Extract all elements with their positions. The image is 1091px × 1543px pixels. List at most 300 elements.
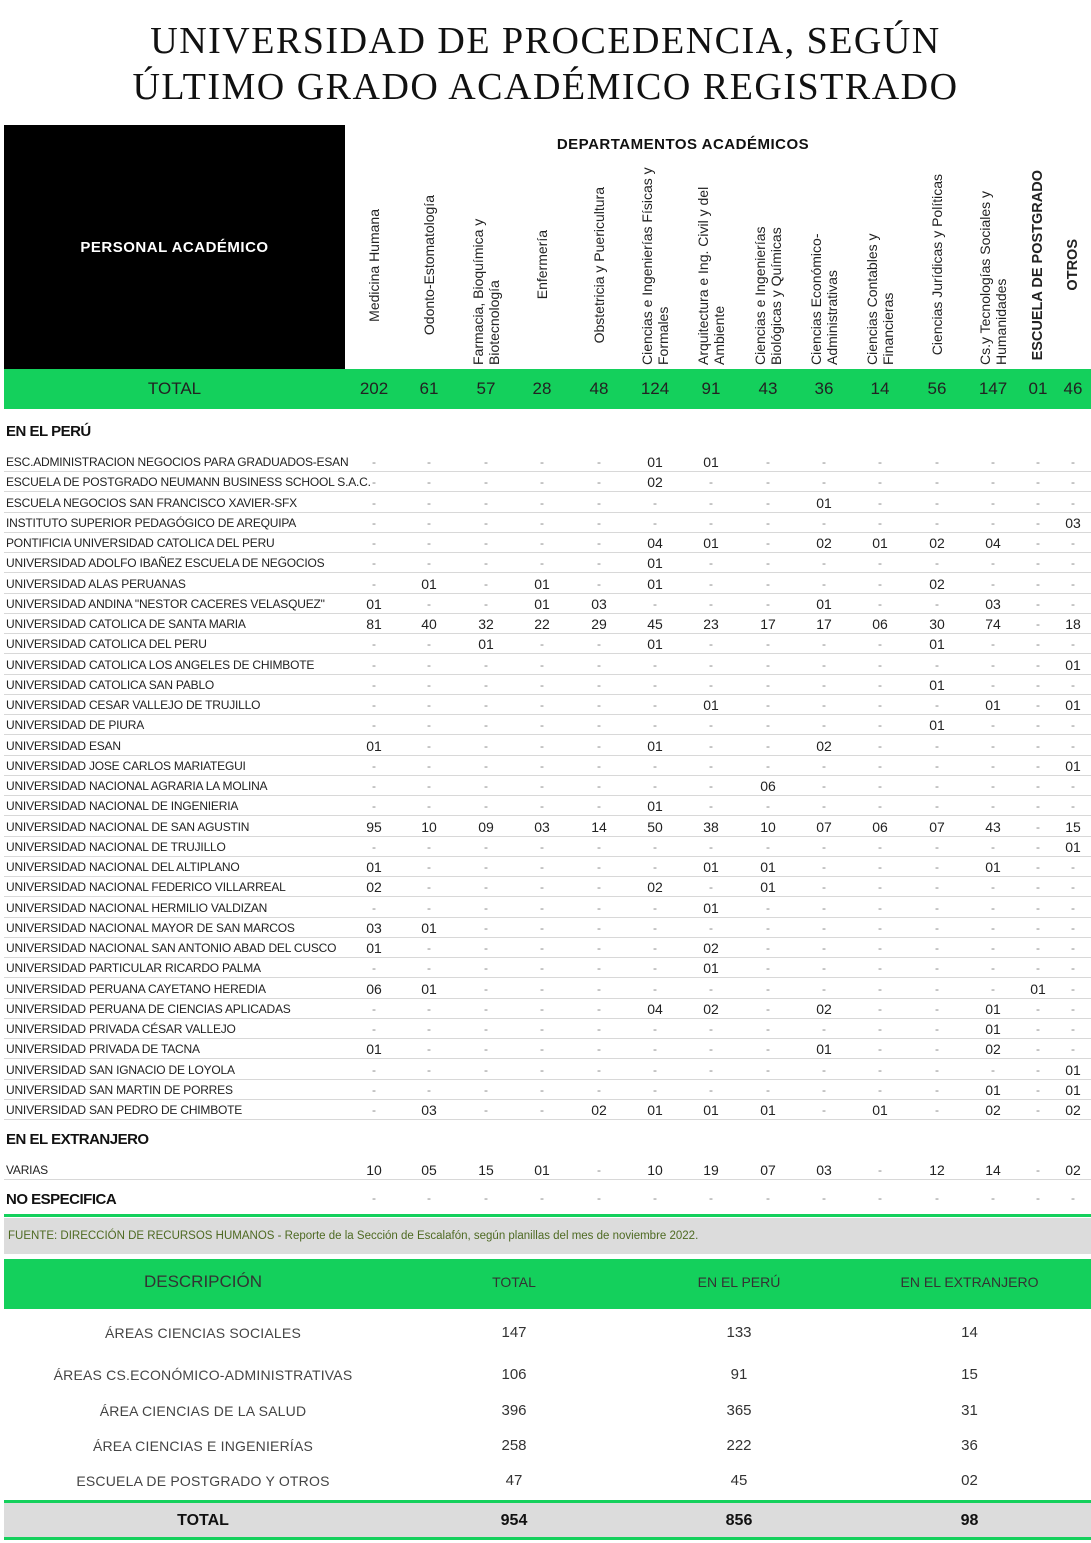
row-university-name: UNIVERSIDAD JOSE CARLOS MARIATEGUI: [6, 758, 246, 773]
row-value: 74: [985, 616, 1001, 632]
row-value: -: [597, 758, 601, 773]
row-value: -: [1036, 475, 1040, 490]
summary-row-description: ÁREA CIENCIAS E INGENIERÍAS: [92, 1438, 314, 1454]
row-university-name: UNIVERSIDAD NACIONAL DEL ALTIPLANO: [6, 860, 240, 874]
column-header-label: OTROS: [1065, 239, 1081, 291]
row-value: -: [878, 677, 882, 692]
row-value: -: [540, 677, 544, 692]
row-value: -: [991, 1062, 995, 1077]
row-value: 18: [1065, 616, 1081, 632]
summary-row-value: 258: [501, 1437, 527, 1454]
table-row: [4, 614, 1091, 634]
row-value: -: [484, 981, 488, 996]
row-value: 03: [366, 919, 382, 936]
row-value: -: [597, 556, 601, 571]
row-value: -: [935, 1103, 939, 1117]
row-value: -: [709, 515, 713, 530]
row-value: -: [653, 718, 657, 733]
row-value: -: [766, 637, 770, 652]
row-university-name: UNIVERSIDAD NACIONAL DE INGENIERIA: [6, 799, 239, 814]
fuente-divider: [4, 1214, 1091, 1217]
row-value: -: [766, 941, 770, 955]
row-value: 02: [591, 1102, 607, 1118]
row-value: -: [878, 455, 882, 469]
table-row: [4, 634, 1091, 654]
row-value: -: [653, 1042, 657, 1057]
row-value: -: [709, 738, 713, 753]
row-value: -: [709, 657, 713, 672]
row-value: -: [935, 1042, 939, 1057]
table-row: [4, 999, 1091, 1019]
column-header-label: Odonto-Estomatología: [421, 194, 437, 336]
summary-row-value: 396: [501, 1402, 527, 1419]
row-value: -: [878, 637, 882, 652]
row-value: -: [1036, 920, 1040, 935]
row-value: -: [822, 556, 826, 571]
row-value: -: [653, 1082, 657, 1097]
row-value: 01: [1065, 757, 1081, 774]
row-value: -: [597, 1001, 601, 1016]
row-value: -: [878, 576, 882, 591]
row-value: -: [766, 576, 770, 591]
row-value: -: [822, 515, 826, 530]
row-value: -: [822, 961, 826, 976]
row-value: -: [1071, 1191, 1075, 1205]
row-value: -: [597, 900, 601, 915]
row-value: -: [484, 556, 488, 571]
row-university-name: UNIVERSIDAD ADOLFO IBAÑEZ ESCUELA DE NEGOCIOS: [6, 556, 325, 571]
row-value: -: [822, 1022, 826, 1036]
row-value: -: [540, 637, 544, 652]
table-row: [4, 736, 1091, 756]
row-value: -: [878, 515, 882, 530]
row-value: 02: [647, 879, 663, 896]
row-value: 02: [647, 474, 663, 491]
row-university-name: ESC.ADMINISTRACION NEGOCIOS PARA GRADUADOS-ESAN: [6, 455, 349, 469]
row-value: 01: [816, 595, 832, 612]
table-row: [4, 695, 1091, 715]
row-value: -: [991, 495, 995, 510]
row-value: -: [427, 556, 431, 571]
row-value: -: [540, 455, 544, 469]
row-value: -: [1071, 1042, 1075, 1057]
row-value: -: [935, 981, 939, 996]
row-value: -: [822, 1082, 826, 1097]
row-value: -: [822, 981, 826, 996]
row-value: 02: [985, 1041, 1001, 1058]
row-value: -: [709, 1191, 713, 1205]
row-value: -: [540, 1191, 544, 1205]
row-value: -: [372, 677, 376, 692]
row-value: -: [1036, 536, 1040, 550]
row-value: -: [766, 495, 770, 510]
row-value: -: [484, 515, 488, 530]
row-value: 29: [591, 616, 607, 632]
table-row: [4, 898, 1091, 918]
row-value: -: [427, 1191, 431, 1205]
row-value: 01: [534, 595, 550, 612]
row-value: 01: [985, 859, 1001, 875]
row-value: -: [1036, 860, 1040, 874]
row-value: 01: [1065, 1081, 1081, 1098]
summary-row-value: 31: [961, 1402, 978, 1419]
total-value: 147: [978, 379, 1008, 398]
summary-header-descripcion: DESCRIPCIÓN: [143, 1272, 263, 1291]
row-value: -: [822, 637, 826, 652]
section-en-el-extranjero: EN EL EXTRANJERO: [6, 1131, 149, 1148]
total-value: 48: [589, 379, 609, 398]
row-university-name: PONTIFICIA UNIVERSIDAD CATOLICA DEL PERU: [6, 536, 275, 550]
row-value: -: [991, 981, 995, 996]
row-value: -: [653, 900, 657, 915]
table-row: [4, 594, 1091, 614]
row-value: -: [1036, 637, 1040, 652]
table-row: [4, 958, 1091, 978]
row-value: -: [540, 1042, 544, 1057]
row-value: -: [991, 941, 995, 955]
row-value: -: [540, 657, 544, 672]
summary-row-value: 365: [726, 1402, 752, 1419]
row-value: -: [372, 799, 376, 814]
row-value: -: [427, 839, 431, 854]
row-value: 06: [872, 616, 888, 632]
row-value: 01: [366, 940, 382, 956]
summary-header-peru: EN EL PERÚ: [697, 1274, 781, 1290]
row-value: -: [427, 718, 431, 733]
row-value: 02: [703, 940, 719, 956]
row-value: -: [766, 536, 770, 550]
table-row: [4, 675, 1091, 695]
row-value: 04: [647, 535, 663, 551]
row-value: 06: [872, 818, 888, 835]
row-value: -: [1071, 799, 1075, 814]
row-value: -: [1071, 495, 1075, 510]
row-value: -: [427, 475, 431, 490]
row-value: -: [1071, 880, 1075, 895]
total-value: 61: [419, 379, 439, 398]
row-value: -: [991, 637, 995, 652]
row-value: -: [597, 718, 601, 733]
row-value: -: [1036, 455, 1040, 469]
row-value: 02: [366, 879, 382, 896]
row-value: -: [1071, 981, 1075, 996]
row-value: -: [427, 596, 431, 611]
row-value: -: [653, 596, 657, 611]
row-value: -: [484, 1062, 488, 1077]
row-value: -: [372, 475, 376, 490]
row-value: -: [427, 657, 431, 672]
row-value: -: [1036, 941, 1040, 955]
row-value: 01: [703, 899, 719, 916]
table-row: [4, 452, 1091, 472]
row-value: -: [372, 657, 376, 672]
table-row-varias: [4, 1160, 1091, 1180]
row-value: 30: [929, 616, 945, 632]
table-row: [4, 837, 1091, 857]
row-value: -: [935, 1062, 939, 1077]
row-value: -: [878, 961, 882, 976]
row-value: -: [1036, 677, 1040, 692]
row-value: -: [709, 576, 713, 591]
row-value: -: [709, 596, 713, 611]
column-header-label: Cs.y Tecnologías Sociales y Humanidades: [977, 190, 1009, 365]
row-value: -: [540, 779, 544, 793]
row-university-name: UNIVERSIDAD DE PIURA: [6, 718, 145, 733]
total-value: 28: [532, 379, 552, 398]
row-value: -: [766, 1042, 770, 1057]
column-header-label: Farmacia, Bioquímica y Biotecnología: [470, 218, 502, 365]
row-value: -: [597, 880, 601, 895]
row-value: -: [597, 536, 601, 550]
row-value: -: [540, 880, 544, 895]
row-value: -: [1071, 920, 1075, 935]
row-value: -: [372, 495, 376, 510]
row-value: 07: [760, 1162, 776, 1178]
row-university-name: UNIVERSIDAD NACIONAL FEDERICO VILLARREAL: [6, 880, 286, 895]
row-value: -: [878, 839, 882, 854]
row-value: 02: [1065, 1162, 1081, 1178]
table-row: [4, 979, 1091, 999]
summary-row-value: 36: [961, 1437, 978, 1454]
row-value: -: [709, 1022, 713, 1036]
row-value: -: [484, 677, 488, 692]
row-value: -: [540, 981, 544, 996]
row-value: -: [597, 455, 601, 469]
row-value: -: [709, 718, 713, 733]
column-header: [740, 165, 796, 365]
summary-header-total: TOTAL: [492, 1274, 536, 1290]
row-university-name: UNIVERSIDAD CATOLICA DE SANTA MARIA: [6, 617, 246, 631]
page-title: [0, 18, 1091, 110]
row-value: -: [653, 920, 657, 935]
row-value: -: [878, 475, 882, 490]
row-university-name: UNIVERSIDAD ALAS PERUANAS: [6, 576, 186, 591]
row-value: 43: [985, 818, 1001, 835]
row-value: 01: [1030, 980, 1046, 997]
row-university-name: UNIVERSIDAD NACIONAL SAN ANTONIO ABAD DEL CUSCO: [6, 941, 337, 955]
row-value: -: [878, 758, 882, 773]
row-university-name: UNIVERSIDAD CATOLICA LOS ANGELES DE CHIMBOTE: [6, 657, 315, 672]
row-value: -: [1071, 1001, 1075, 1016]
row-value: -: [597, 860, 601, 874]
row-value: -: [822, 657, 826, 672]
total-value: 46: [1063, 379, 1083, 398]
row-value: 01: [703, 859, 719, 875]
row-value: -: [822, 920, 826, 935]
summary-row-value: 14: [961, 1324, 978, 1341]
row-value: -: [372, 698, 376, 712]
row-value: -: [991, 515, 995, 530]
row-university-name: INSTITUTO SUPERIOR PEDAGÓGICO DE AREQUIPA: [6, 515, 297, 530]
row-value: -: [1036, 617, 1040, 631]
total-value: 124: [640, 379, 670, 398]
row-value: -: [991, 475, 995, 490]
row-value: -: [991, 556, 995, 571]
row-value: 03: [421, 1102, 437, 1118]
row-value: 01: [366, 1041, 382, 1058]
row-value: -: [540, 860, 544, 874]
row-value: -: [766, 1191, 770, 1205]
row-value: -: [766, 657, 770, 672]
row-value: -: [935, 961, 939, 976]
row-value: -: [427, 495, 431, 510]
row-value: -: [1071, 677, 1075, 692]
row-value: 02: [816, 1000, 832, 1017]
row-value: -: [540, 1082, 544, 1097]
row-value: -: [935, 1191, 939, 1205]
row-value: -: [540, 495, 544, 510]
row-value: -: [935, 1022, 939, 1036]
row-value: 03: [534, 818, 550, 835]
row-value: -: [597, 515, 601, 530]
row-value: -: [484, 1082, 488, 1097]
summary-header: [4, 1259, 1091, 1309]
row-value: -: [484, 880, 488, 895]
row-university-name: UNIVERSIDAD CATOLICA SAN PABLO: [6, 677, 215, 692]
row-value: -: [1036, 961, 1040, 976]
row-value: -: [1036, 556, 1040, 571]
row-value: -: [1071, 738, 1075, 753]
summary-header-extranjero: EN EL EXTRANJERO: [900, 1274, 1039, 1290]
row-value: -: [427, 455, 431, 469]
row-value: -: [653, 981, 657, 996]
row-value: -: [653, 860, 657, 874]
row-value: -: [991, 576, 995, 591]
row-value: 14: [985, 1162, 1001, 1178]
row-value: -: [597, 677, 601, 692]
row-value: -: [372, 637, 376, 652]
row-value: -: [372, 1082, 376, 1097]
row-value: -: [372, 1001, 376, 1016]
row-university-name: UNIVERSIDAD PARTICULAR RICARDO PALMA: [6, 961, 261, 976]
row-value: -: [1071, 779, 1075, 793]
row-value: -: [822, 941, 826, 955]
row-value: -: [935, 738, 939, 753]
row-value: -: [766, 718, 770, 733]
row-value: -: [484, 596, 488, 611]
column-header: [409, 165, 449, 365]
row-value: 19: [703, 1162, 719, 1178]
row-value: -: [427, 779, 431, 793]
row-value: -: [427, 799, 431, 814]
summary-row-value: 02: [961, 1472, 978, 1489]
row-value: 01: [985, 1021, 1001, 1037]
row-value: -: [1036, 576, 1040, 591]
row-value: 07: [816, 818, 832, 835]
row-value: 01: [760, 879, 776, 896]
row-value: 03: [591, 595, 607, 612]
row-value: -: [372, 779, 376, 793]
row-value: -: [484, 576, 488, 591]
section-en-el-peru: EN EL PERÚ: [6, 423, 91, 440]
row-value: 15: [1065, 818, 1081, 835]
row-value: -: [935, 799, 939, 814]
row-value: -: [1036, 839, 1040, 854]
row-value: -: [766, 900, 770, 915]
row-value: -: [1036, 596, 1040, 611]
row-value: -: [653, 839, 657, 854]
row-value: -: [878, 556, 882, 571]
row-value: -: [1036, 819, 1040, 834]
row-value: -: [935, 475, 939, 490]
column-header: [796, 165, 852, 365]
table-row: [4, 1080, 1091, 1100]
row-value: -: [540, 1103, 544, 1117]
row-value: -: [653, 495, 657, 510]
row-value: 04: [647, 1000, 663, 1017]
row-value: -: [822, 860, 826, 874]
row-university-name: UNIVERSIDAD PRIVADA DE TACNA: [6, 1042, 200, 1057]
row-value: -: [372, 758, 376, 773]
row-value: -: [709, 1042, 713, 1057]
row-value: -: [372, 515, 376, 530]
title-line-1: UNIVERSIDAD DE PROCEDENCIA, SEGÚN: [150, 20, 941, 62]
row-value: -: [653, 698, 657, 712]
row-value: 01: [421, 919, 437, 936]
table-row: [4, 553, 1091, 573]
row-university-name: UNIVERSIDAD NACIONAL MAYOR DE SAN MARCOS: [6, 920, 295, 935]
row-value: 23: [703, 616, 719, 632]
row-value: 01: [872, 1102, 888, 1118]
row-value: -: [540, 738, 544, 753]
total-label: TOTAL: [147, 379, 202, 398]
row-value: -: [709, 799, 713, 814]
row-value: -: [540, 758, 544, 773]
row-value: -: [427, 515, 431, 530]
column-header: [1056, 165, 1090, 365]
row-value: -: [540, 961, 544, 976]
row-value: -: [1036, 880, 1040, 895]
row-value: -: [1036, 1042, 1040, 1057]
departamentos-header: DEPARTAMENTOS ACADÉMICOS: [556, 136, 810, 153]
row-value: -: [484, 657, 488, 672]
row-value: -: [1071, 576, 1075, 591]
row-value: -: [766, 698, 770, 712]
row-value: -: [991, 677, 995, 692]
column-header-label: Ciencias Económico-Administrativas: [808, 233, 840, 365]
row-value: -: [597, 495, 601, 510]
table-row: [4, 1019, 1091, 1039]
row-value: -: [878, 1062, 882, 1077]
row-value: -: [427, 536, 431, 550]
row-value: 07: [929, 818, 945, 835]
row-value: 01: [816, 494, 832, 511]
row-value: -: [484, 920, 488, 935]
row-value: 01: [647, 636, 663, 653]
row-value: 02: [929, 535, 945, 551]
row-university-name: UNIVERSIDAD NACIONAL AGRARIA LA MOLINA: [6, 779, 268, 793]
row-value: 02: [816, 535, 832, 551]
total-value: 202: [359, 379, 389, 398]
row-value: -: [878, 860, 882, 874]
row-value: -: [878, 900, 882, 915]
row-value: 01: [985, 1081, 1001, 1098]
row-value: -: [653, 515, 657, 530]
summary-row: [4, 1466, 1091, 1496]
row-value: -: [427, 1001, 431, 1016]
row-value: -: [766, 981, 770, 996]
row-value: -: [597, 961, 601, 976]
row-value: -: [427, 1062, 431, 1077]
row-value: -: [1071, 536, 1075, 550]
row-value: -: [484, 1001, 488, 1016]
row-value: 01: [366, 737, 382, 754]
row-value: -: [822, 576, 826, 591]
row-value: -: [540, 475, 544, 490]
row-value: -: [991, 880, 995, 895]
row-value: -: [709, 880, 713, 895]
row-value: -: [766, 738, 770, 753]
